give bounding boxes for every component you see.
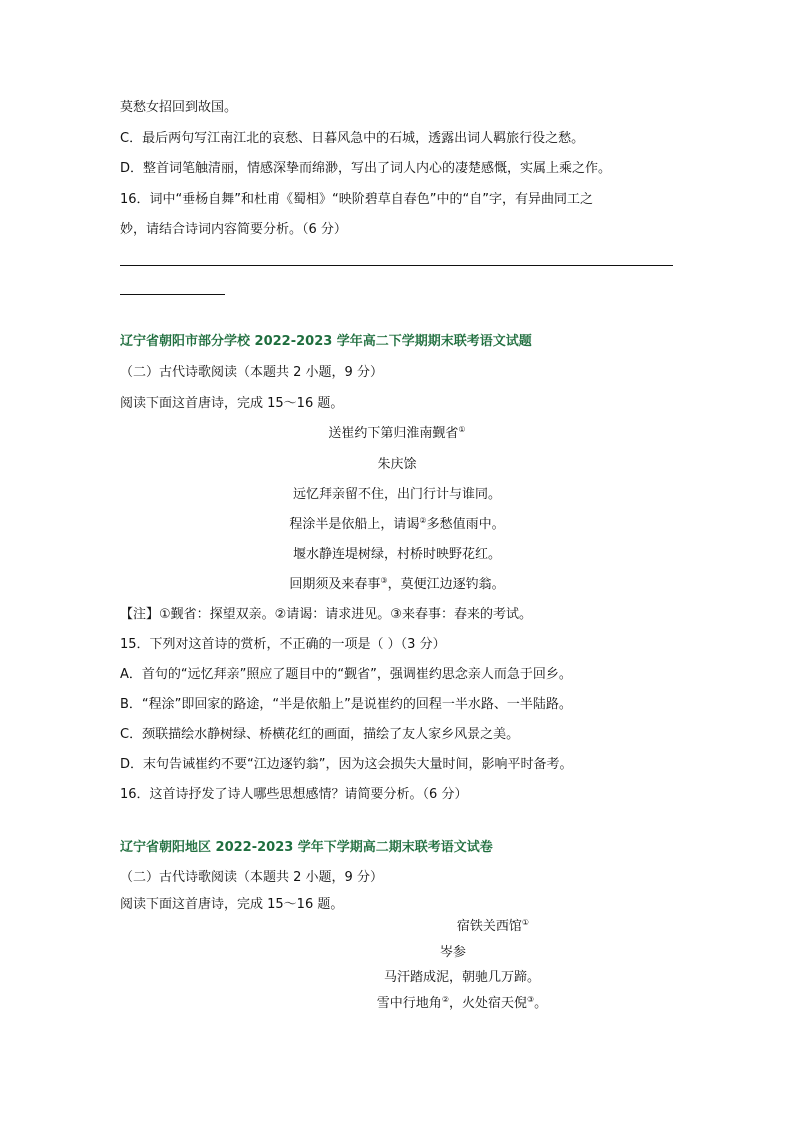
poem-line: 堰水静连堤树绿，村桥时映野花红。 [292, 547, 501, 562]
footnote-mark: ② [441, 995, 449, 1004]
section-heading: （二）古代诗歌阅读（本题共 2 小题，9 分） [120, 365, 383, 380]
poem-title: 送崔约下第归淮南觐省① [328, 425, 466, 441]
source-title: 辽宁省朝阳市部分学校 2022-2023 学年高二下学期期末联考语文试题 [120, 334, 532, 349]
option-a: A．首句的“远忆拜亲”照应了题目中的“觐省”，强调崔约思念亲人而急于回乡。 [120, 667, 572, 682]
source-title: 辽宁省朝阳地区 2022-2023 学年下学期高二期末联考语文试卷 [120, 840, 493, 855]
option-c: C．最后两句写江南江北的哀愁、日暮风急中的石城，透露出词人羁旅行役之愁。 [120, 131, 585, 146]
question-16: 16．这首诗抒发了诗人哪些思想感情？请简要分析。（6 分） [120, 787, 468, 802]
option-d: D．末句告诫崔约不要“江边逐钓翁”，因为这会损失大量时间，影响平时备考。 [120, 757, 573, 772]
answer-line-short [120, 294, 225, 295]
answer-line [120, 265, 673, 266]
poem-notes: 【注】①觐省：探望双亲。②请谒：请求进见。③来春事：春来的考试。 [120, 607, 532, 622]
question-16-line2: 妙，请结合诗词内容简要分析。（6 分） [120, 222, 347, 237]
option-b: B．“程涂”即回家的路途，“半是依船上”是说崔约的回程一半水路、一半陆路。 [120, 697, 572, 712]
text-line: 莫愁女招回到故国。 [120, 100, 238, 115]
footnote-mark: ① [521, 918, 530, 927]
poem-author: 朱庆馀 [377, 457, 417, 472]
option-c: C．颈联描绘水静树绿、桥横花红的画面，描绘了友人家乡风景之美。 [120, 727, 520, 742]
section-heading: （二）古代诗歌阅读（本题共 2 小题，9 分） [120, 870, 383, 885]
instructions: 阅读下面这首唐诗，完成 15～16 题。 [120, 897, 344, 912]
footnote-mark: ③ [380, 576, 388, 585]
poem-line: 雪中行地角②，火处宿天倪③。 [376, 995, 548, 1011]
poem-author: 岑参 [439, 945, 466, 960]
option-d: D．整首词笔触清丽，情感深挚而绵渺，写出了词人内心的凄楚感慨，实属上乘之作。 [120, 161, 612, 176]
question-16-line1: 16．词中“垂杨自舞”和杜甫《蜀相》“映阶碧草自春色”中的“自”字，有异曲同工之 [120, 192, 593, 207]
poem-line: 回期须及来春事③，莫便江边逐钓翁。 [289, 576, 505, 592]
poem-line: 程涂半是依船上，请谒②多愁值雨中。 [289, 516, 505, 532]
poem-line: 远忆拜亲留不住，出门行计与谁同。 [292, 487, 501, 502]
footnote-mark: ③ [527, 995, 535, 1004]
instructions: 阅读下面这首唐诗，完成 15～16 题。 [120, 396, 344, 411]
poem-line: 马汗踏成泥，朝驰几万蹄。 [383, 970, 540, 985]
question-15: 15．下列对这首诗的赏析，不正确的一项是（ ）（3 分） [120, 637, 446, 652]
poem-title: 宿铁关西馆① [456, 918, 530, 934]
footnote-mark: ② [419, 516, 427, 525]
footnote-mark: ① [458, 425, 466, 434]
